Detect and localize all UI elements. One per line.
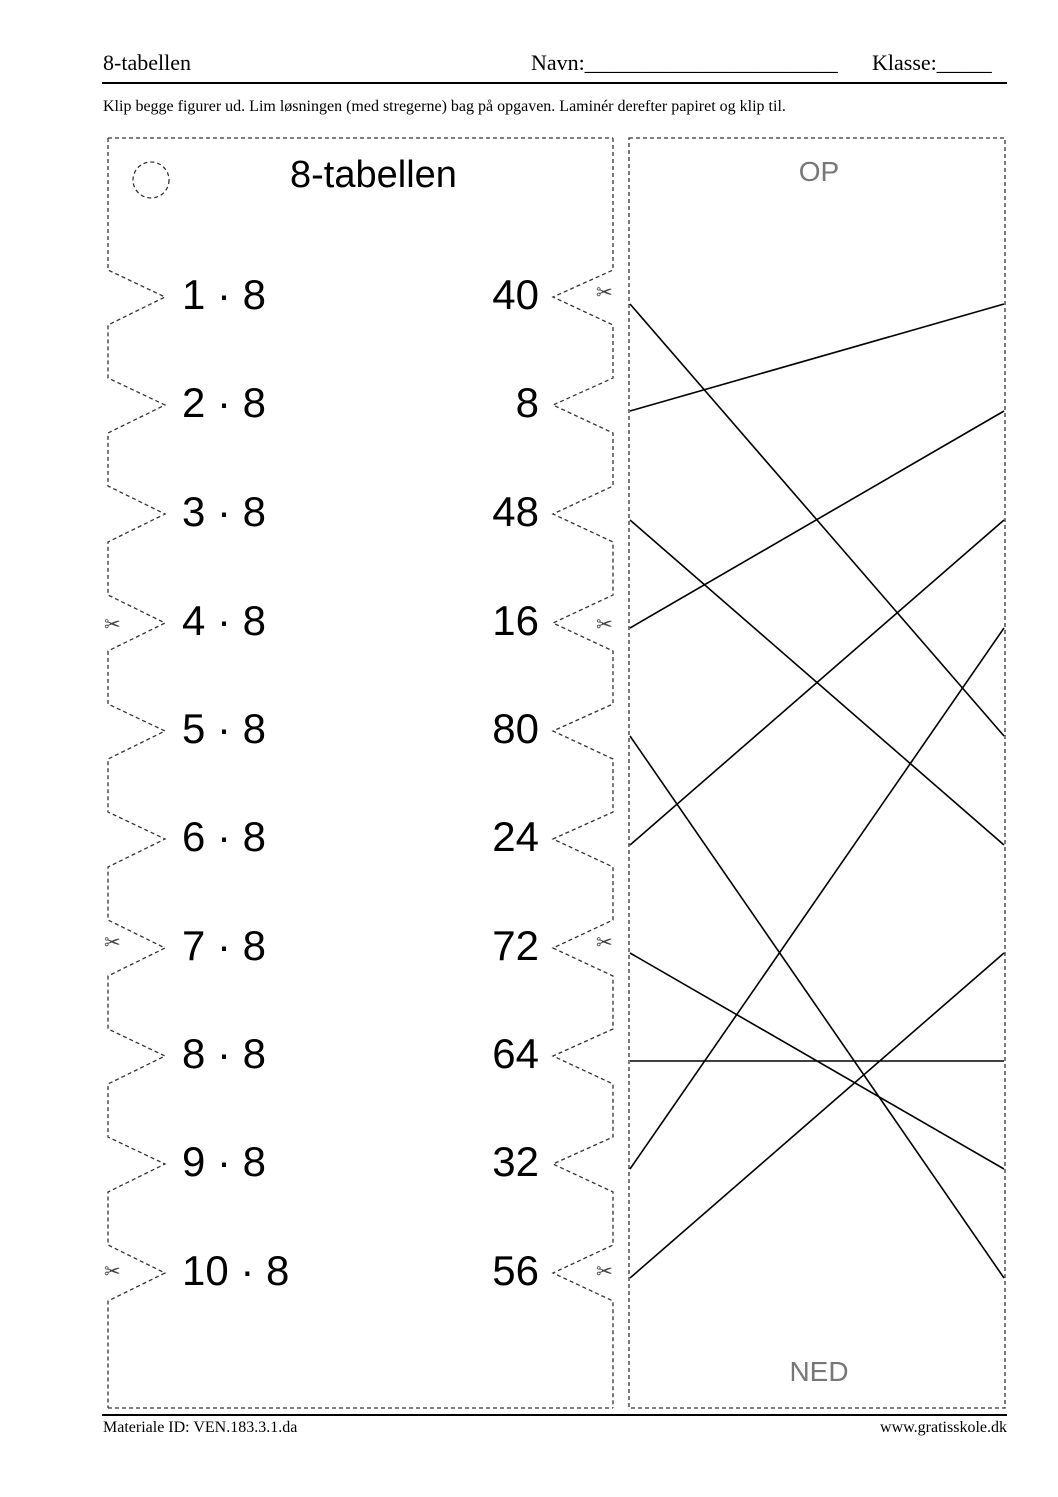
expression-7: 7 · 8 [182,922,267,969]
punch-hole-circle [133,162,169,198]
expression-10: 10 · 8 [182,1247,290,1294]
scissors-icon: ✂ [596,614,613,636]
solution-line-5 [630,736,1004,1278]
left-zigzag-edge [108,138,165,1408]
solution-card-outline [629,138,1005,1408]
answer-2: 8 [515,379,539,426]
class-field[interactable]: Klasse:_____ [872,50,992,75]
answer-1: 40 [492,271,539,318]
answer-9: 32 [492,1138,539,1185]
name-field[interactable]: Navn:_______________________ [531,50,838,75]
scissors-icon: ✂ [596,282,613,304]
answer-10: 56 [492,1247,539,1294]
expression-9: 9 · 8 [182,1138,267,1185]
answer-5: 80 [492,705,539,752]
answer-4: 16 [492,597,539,644]
solution-line-9 [630,628,1004,1169]
solution-line-2 [630,304,1004,411]
scissors-icon: ✂ [596,1261,613,1283]
expression-4: 4 · 8 [182,597,267,644]
bottom-label: NED [789,1356,849,1387]
expression-8: 8 · 8 [182,1030,267,1077]
answer-8: 64 [492,1030,539,1077]
expression-6: 6 · 8 [182,813,267,860]
scissors-icon: ✂ [104,932,121,954]
header-title: 8-tabellen [103,50,191,75]
expression-2: 2 · 8 [182,379,267,426]
footer-divider [102,1414,1007,1416]
expression-3: 3 · 8 [182,488,267,535]
scissors-icon: ✂ [104,614,121,636]
top-label: OP [798,156,840,187]
answer-3: 48 [492,488,539,535]
material-id: Materiale ID: VEN.183.3.1.da [103,1419,298,1436]
right-zigzag-edge [553,138,613,1408]
scissors-icon: ✂ [104,1261,121,1283]
instructions-text: Klip begge figurer ud. Lim løsningen (med stregerne) bag på opgaven. Laminér derefter papiret og klip til. [103,98,786,115]
solution-line-4 [630,411,1004,628]
scissors-icon: ✂ [596,932,613,954]
website-url[interactable]: www.gratisskole.dk [880,1419,1007,1436]
expression-1: 1 · 8 [182,271,267,318]
card-title: 8-tabellen [290,154,457,196]
answer-7: 72 [492,922,539,969]
answer-6: 24 [492,813,539,860]
expression-5: 5 · 8 [182,705,267,752]
solution-line-10 [630,953,1004,1278]
